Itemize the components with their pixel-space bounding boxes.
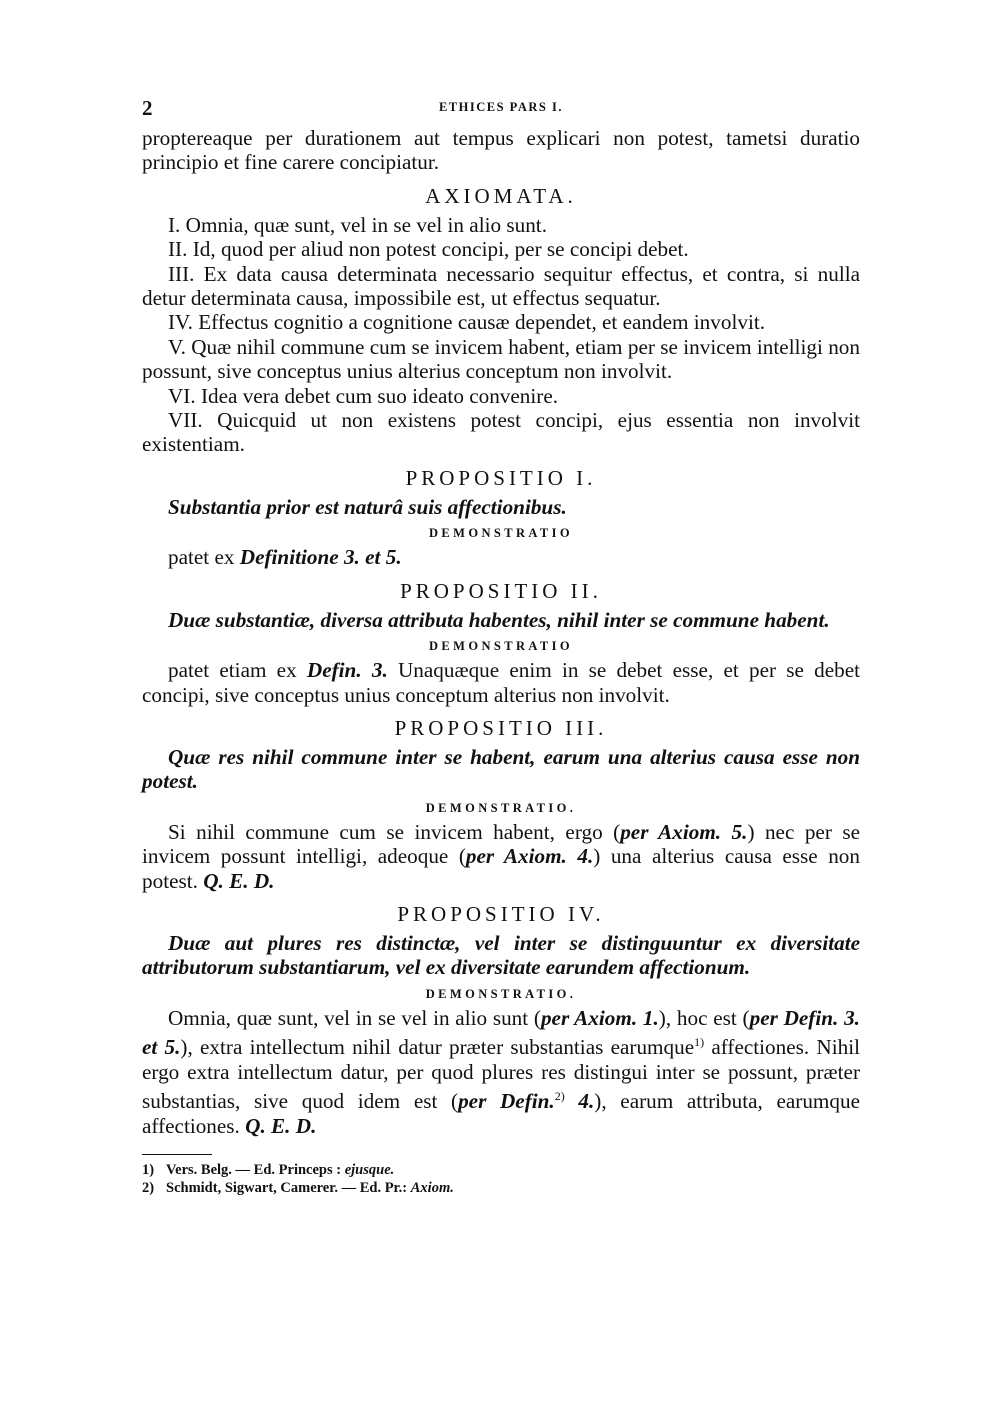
- axiom-5: V. Quæ nihil commune cum se invicem habent, etiam per se invicem intelligi non possunt, sive conceptus unius alterius conceptum non involvit.: [142, 334, 860, 384]
- prop1-heading: PROPOSITIO I.: [405, 465, 597, 490]
- page: [142, 96, 860, 1197]
- prop2-demo-heading: DEMONSTRATIO: [428, 639, 574, 654]
- axiom-2: II. Id, quod per aliud non potest concipi, per se concipi debet.: [168, 237, 689, 262]
- prop1-demonstration: patet ex Definitione 3. et 5.: [168, 545, 402, 570]
- footnote-marker-1: 1): [694, 1035, 705, 1050]
- prop1-demo-heading: DEMONSTRATIO: [428, 526, 574, 541]
- prop4-statement: Duæ aut plures res distinctæ, vel inter se distinguuntur ex diversitate attributorum substantiarum, vel ex diversitate earundem affectionum.: [142, 930, 860, 980]
- prop4-demo-heading: DEMONSTRATIO.: [425, 986, 577, 1001]
- running-title: ETHICES PARS I.: [438, 100, 564, 114]
- footnote-rule: [142, 1154, 212, 1155]
- prop1-statement: Substantia prior est naturâ suis affectionibus.: [168, 494, 567, 519]
- page-number: 2: [142, 96, 153, 120]
- prop3-demo-heading: DEMONSTRATIO.: [425, 800, 577, 815]
- axiom-4: IV. Effectus cognitio a cognitione causæ dependet, et eandem involvit.: [168, 310, 766, 335]
- prop3-statement: Quæ res nihil commune inter se habent, earum una alterius causa esse non potest.: [142, 744, 860, 794]
- prop4-heading: PROPOSITIO IV.: [397, 901, 605, 926]
- running-header: [142, 96, 860, 126]
- axiom-3: III. Ex data causa determinata necessario sequitur effectus, et contra, si nulla detur determinata causa, impossibile est, ut effectus sequatur.: [142, 261, 860, 311]
- intro-paragraph: proptereaque per durationem aut tempus explicari non potest, tametsi duratio principio et fine carere concipiatur.: [142, 126, 860, 175]
- prop4-demonstration: Omnia, quæ sunt, vel in se vel in alio sunt (per Axiom. 1.), hoc est (per Defin. 3. et 5.), extra intellectum nihil datur præter substantias earumque$^{1)}$ affectiones. Nihil ergo extra intellectum datur, per quod plures res distingui inter se possunt, præter substantias, sive quod idem est (per Defin.$^{2)}$ 4.), earum attributa, earumque affectiones. Q. E. D.: [142, 1005, 860, 1138]
- axiom-6: VI. Idea vera debet cum suo ideato convenire.: [168, 383, 559, 408]
- axiomata-heading: AXIOMATA.: [425, 183, 577, 208]
- prop2-heading: PROPOSITIO II.: [400, 578, 602, 603]
- axiom-7: VII. Quicquid ut non existens potest concipi, ejus essentia non involvit existentiam.: [142, 408, 860, 457]
- footnote-2: 2) Schmidt, Sigwart, Camerer. — Ed. Pr.: Axiom.: [142, 1179, 454, 1196]
- prop2-demonstration: patet etiam ex Defin. 3. Unaquæque enim in se debet esse, et per se debet concipi, sive conceptus unius conceptum alterius non involvit.: [142, 658, 861, 707]
- prop3-demonstration: Si nihil commune cum se invicem habent, ergo (per Axiom. 5.) nec per se invicem possunt intelligi, adeoque (per Axiom. 4.) una alterius causa esse non potest. Q. E. D.: [142, 819, 860, 893]
- axiom-1: I. Omnia, quæ sunt, vel in se vel in alio sunt.: [168, 212, 547, 237]
- prop3-heading: PROPOSITIO III.: [394, 715, 608, 740]
- prop2-statement: Duæ substantiæ, diversa attributa habentes, nihil inter se commune habent.: [168, 607, 830, 632]
- footnote-1: 1) Vers. Belg. — Ed. Princeps : ejusque.: [142, 1161, 395, 1178]
- footnote-marker-2: 2): [554, 1089, 565, 1104]
